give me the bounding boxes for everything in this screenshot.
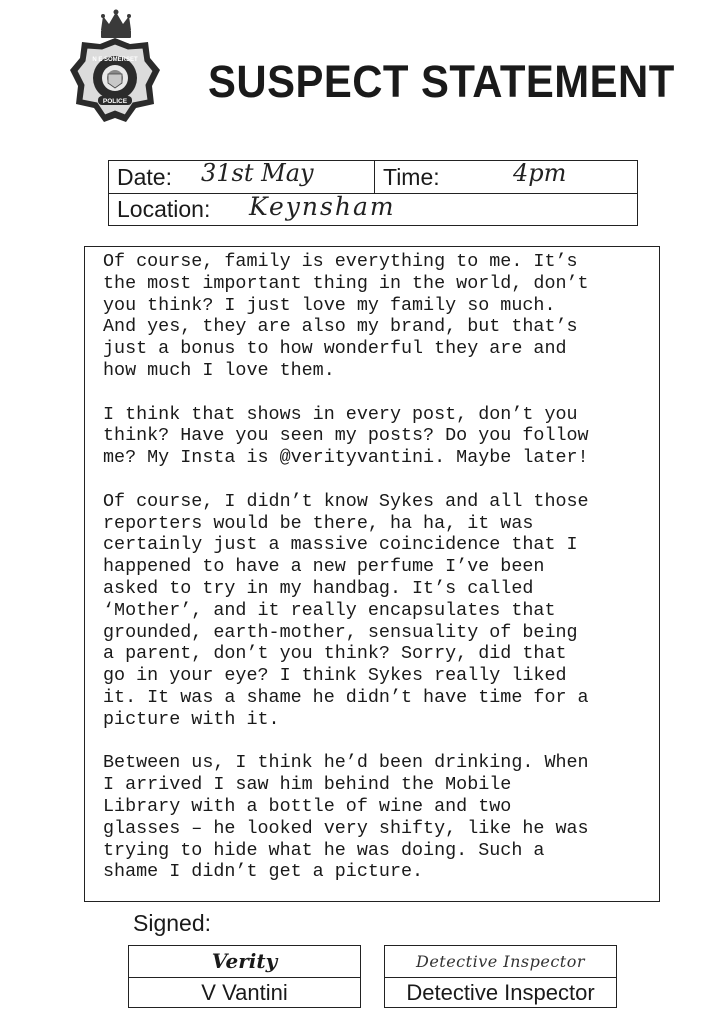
location-label: Location: [117,196,211,222]
officer-signature-line [385,946,616,978]
date-value: 31st May [201,159,314,187]
date-label: Date: [117,164,172,190]
statement-text: Of course, family is everything to me. It’s the most important thing in the world, don’t you think? I just love my family so much. And yes, they are also my brand, but that’s just a bonus to how wonderful they are and how much I love them. I think that shows in every post, don’t you think? Have you seen my posts? Do you follow me? My Insta is @verityvantini. Maybe later! Of course, I didn’t know Sykes and all those reporters would be there, ha ha, it was certainly just a massive coincidence that I happened to have a new perfume I’ve been asked to try in my handbag. It’s called ‘Mother’, and it really encapsulates that grounded, earth-mother, sensuality of being a parent, don’t you think? Sorry, did that go in your eye? I think Sykes really liked it. It was a shame he didn’t have time for a picture with it. Between us, I think he’d been drinking. When I arrived I saw him behind the Mobile Library with a bottle of wine and two glasses – he looked very shifty, like he was trying to hide what he was doing. Such a shame I didn’t get a picture. [103,251,589,883]
suspect-signature-line [129,946,360,978]
police-badge-logo [68,8,163,133]
officer-signature: Detective Inspector [415,952,585,971]
officer-name: Detective Inspector [406,980,595,1005]
location-row [109,193,637,225]
statement-details-table [108,160,638,226]
date-time-row [109,161,637,194]
suspect-signature: Verity [211,949,278,973]
column-divider [374,161,375,193]
time-value: 4pm [513,159,567,187]
officer-signature-box [384,945,617,1008]
badge-bottom-text: POLICE [102,98,128,105]
signed-label: Signed: [133,910,212,936]
badge-top-text: N E SOMERSET [92,57,138,63]
suspect-signature-box [128,945,361,1008]
location-value: Keynsham [249,192,396,221]
time-label: Time: [383,164,440,190]
suspect-name: V Vantini [201,980,288,1005]
statement-box [84,246,660,902]
page-title: SUSPECT STATEMENT [208,56,675,107]
